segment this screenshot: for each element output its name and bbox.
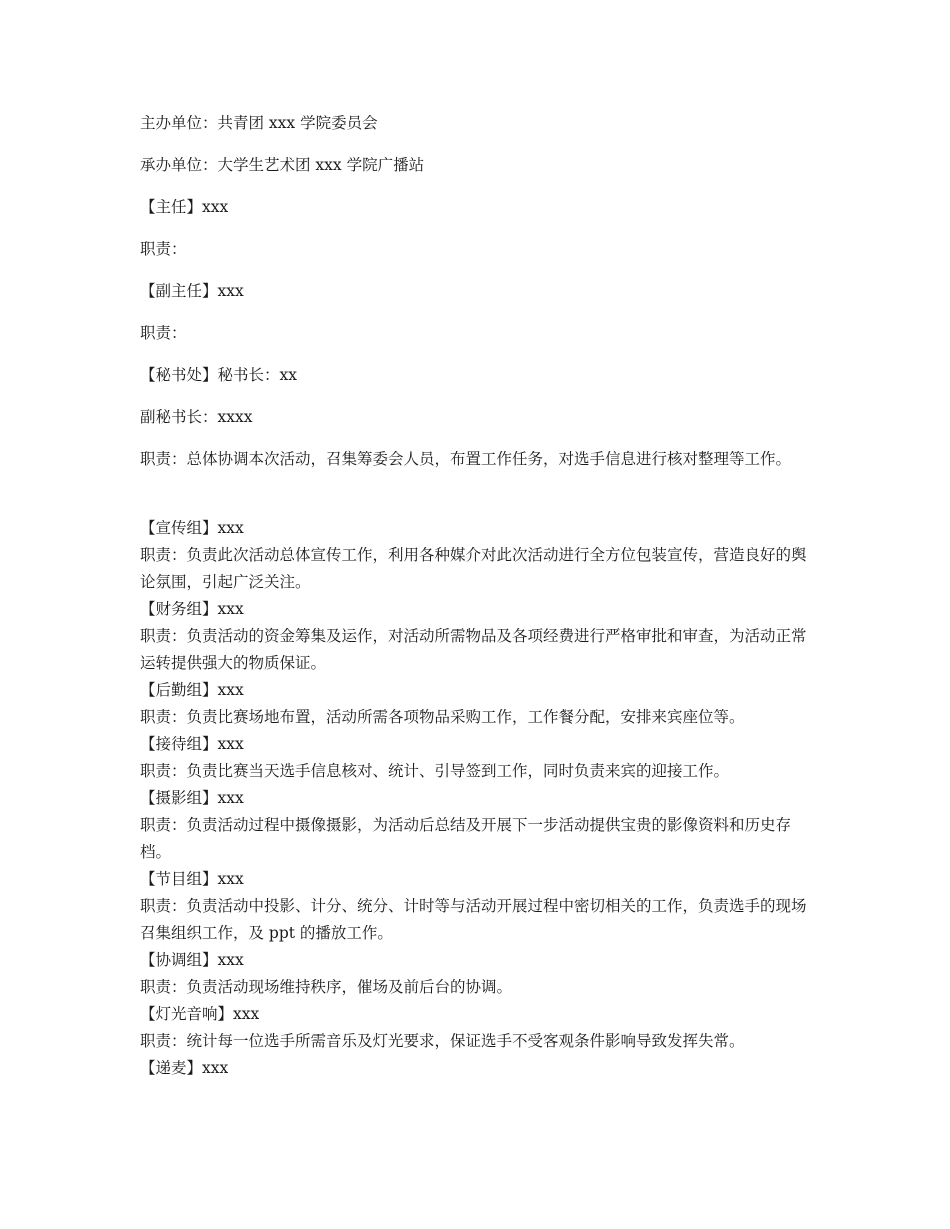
- group-section: [140, 515, 810, 596]
- group-section: [140, 1055, 810, 1082]
- groups-list: [140, 515, 810, 1082]
- group-duty: 职责：负责活动的资金筹集及运作，对活动所需物品及各项经费进行严格审批和审查，为活动正常运转提供强大的物质保证。: [140, 627, 807, 672]
- group-title: 【后勤组】xxx: [140, 681, 244, 699]
- group-title: 【宣传组】xxx: [140, 519, 244, 537]
- vice-director-line: 【副主任】xxx: [140, 282, 244, 300]
- group-title: 【递麦】xxx: [140, 1059, 229, 1077]
- vice-director-duty-line: 职责：: [140, 324, 187, 342]
- document-page: [140, 110, 810, 1082]
- group-section: [140, 731, 810, 785]
- group-title: 【接待组】xxx: [140, 735, 244, 753]
- director-duty-line: 职责：: [140, 240, 187, 258]
- deputy-secretary-line: 副秘书长：xxxx: [140, 408, 253, 426]
- group-duty: 职责：负责比赛场地布置，活动所需各项物品采购工作，工作餐分配，安排来宾座位等。: [140, 708, 745, 726]
- director-line: 【主任】xxx: [140, 198, 229, 216]
- group-section: [140, 677, 810, 731]
- group-duty: 职责：负责比赛当天选手信息核对、统计、引导签到工作，同时负责来宾的迎接工作。: [140, 762, 730, 780]
- group-duty: 职责：负责活动中投影、计分、统分、计时等与活动开展过程中密切相关的工作，负责选手的现场召集组织工作，及 ppt 的播放工作。: [140, 897, 807, 942]
- group-section: [140, 596, 810, 677]
- organizer-line: 主办单位：共青团 xxx 学院委员会: [140, 114, 378, 132]
- group-duty: 职责：负责活动过程中摄像摄影，为活动后总结及开展下一步活动提供宝贵的影像资料和历史存档。: [140, 816, 792, 861]
- group-section: [140, 1001, 810, 1055]
- group-title: 【财务组】xxx: [140, 600, 244, 618]
- group-title: 【节目组】xxx: [140, 870, 244, 888]
- secretariat-line: 【秘书处】秘书长：xx: [140, 366, 297, 384]
- group-section: [140, 866, 810, 947]
- group-duty: 职责：负责活动现场维持秩序，催场及前后台的协调。: [140, 978, 513, 996]
- co-organizer-line: 承办单位：大学生艺术团 xxx 学院广播站: [140, 156, 425, 174]
- group-duty: 职责：统计每一位选手所需音乐及灯光要求，保证选手不受客观条件影响导致发挥失常。: [140, 1032, 745, 1050]
- group-section: [140, 785, 810, 866]
- group-title: 【摄影组】xxx: [140, 789, 244, 807]
- group-title: 【协调组】xxx: [140, 951, 244, 969]
- secretariat-duty-line: 职责：总体协调本次活动，召集筹委会人员，布置工作任务，对选手信息进行核对整理等工作。: [140, 450, 792, 468]
- group-title: 【灯光音响】xxx: [140, 1005, 260, 1023]
- group-duty: 职责：负责此次活动总体宣传工作，利用各种媒介对此次活动进行全方位包装宣传，营造良好的舆论氛围，引起广泛关注。: [140, 546, 807, 591]
- group-section: [140, 947, 810, 1001]
